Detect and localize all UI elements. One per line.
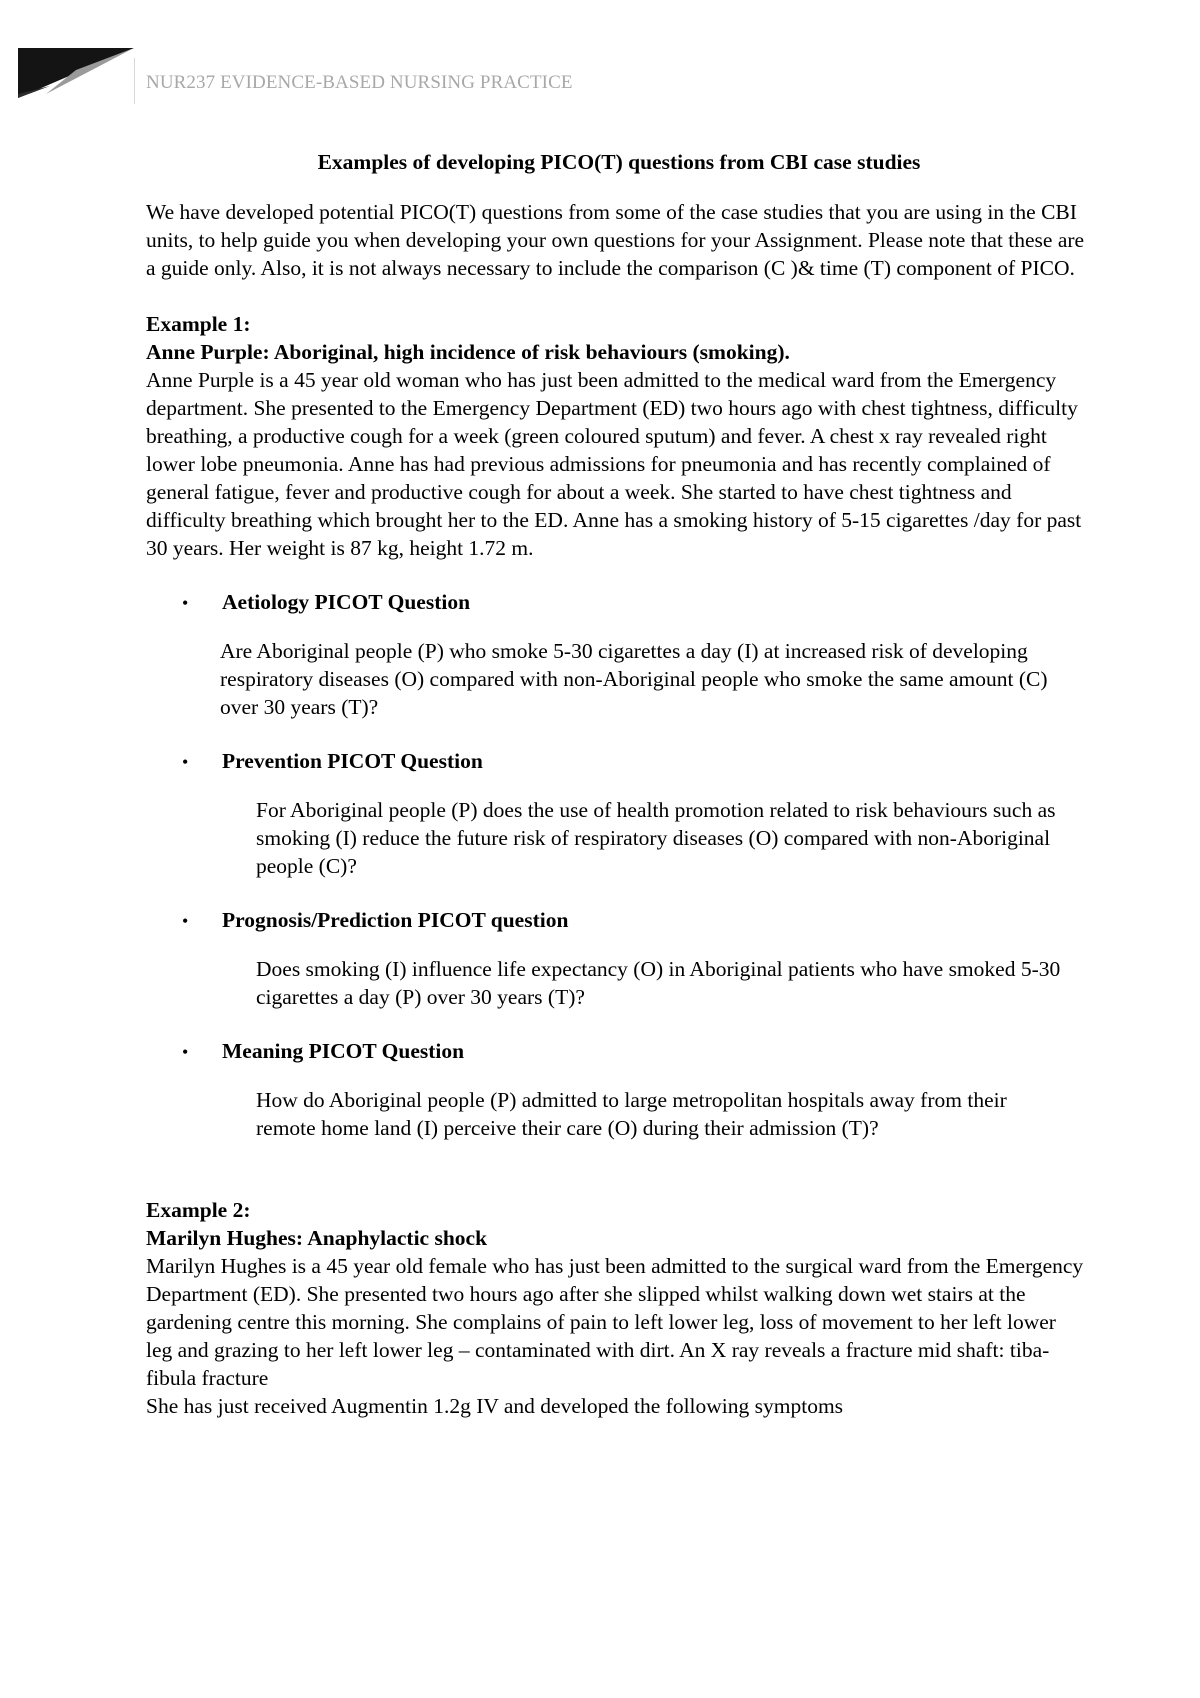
question-heading: Aetiology PICOT Question	[222, 590, 471, 614]
question-text: Does smoking (I) influence life expectancy (O) in Aboriginal patients who have smoked 5-30 cigarettes a day (P) over 30 years (T)?	[256, 957, 1061, 1009]
intro-paragraph: We have developed potential PICO(T) questions from some of the case studies that you are using in the CBI units, to help guide you when developing your own questions for your Assignment. Please note that these are a guide only. Also, it is not always necessary to include the comparison (C )& time (T) component of PICO.	[146, 200, 1085, 280]
bullet-icon: •	[182, 593, 189, 613]
bullet-icon: •	[182, 752, 189, 772]
example-1-section	[146, 310, 1086, 1142]
example-2-section	[146, 1196, 1086, 1420]
bullet-icon: •	[182, 1042, 189, 1062]
question-text: For Aboriginal people (P) does the use of health promotion related to risk behaviours such as smoking (I) reduce the future risk of respiratory diseases (O) compared with non-Aboriginal people (C)?	[256, 798, 1056, 878]
example-2-case: Marilyn Hughes is a 45 year old female who has just been admitted to the surgical ward from the Emergency Department (ED). She presented two hours ago after she slipped whilst walking down wet stairs at the gardening centre this morning. She complains of pain to left lower leg, loss of movement to her left lower leg and grazing to her left lower leg – contaminated with dirt. An X ray reveals a fracture mid shaft: tiba-fibula fracture	[146, 1254, 1084, 1390]
section-spacer	[146, 1142, 1086, 1196]
bullet-icon: •	[182, 911, 189, 931]
question-heading-prevention	[146, 747, 1086, 776]
example-1-label: Example 1:	[146, 312, 251, 336]
header-divider	[134, 58, 135, 104]
example-2-subtitle: Marilyn Hughes: Anaphylactic shock	[146, 1226, 488, 1250]
question-heading-aetiology	[146, 588, 1086, 617]
document-body	[146, 148, 1086, 1420]
question-heading: Prevention PICOT Question	[222, 749, 483, 773]
question-heading: Prognosis/Prediction PICOT question	[222, 908, 569, 932]
course-header: NUR237 EVIDENCE-BASED NURSING PRACTICE	[146, 72, 573, 93]
example-2-case-continued: She has just received Augmentin 1.2g IV and developed the following symptoms	[146, 1394, 844, 1418]
example-2-label: Example 2:	[146, 1198, 251, 1222]
question-text: How do Aboriginal people (P) admitted to large metropolitan hospitals away from their remote home land (I) perceive their care (O) during their admission (T)?	[256, 1088, 1007, 1140]
page-title: Examples of developing PICO(T) questions from CBI case studies	[317, 150, 921, 174]
triangular-wedge-logo-icon	[16, 46, 136, 104]
question-text: Are Aboriginal people (P) who smoke 5-30 cigarettes a day (I) at increased risk of developing respiratory diseases (O) compared with non-Aboriginal people who smoke the same amount (C) over 30 years (T)?	[220, 639, 1048, 719]
question-heading: Meaning PICOT Question	[222, 1039, 465, 1063]
example-1-subtitle: Anne Purple: Aboriginal, high incidence of risk behaviours (smoking).	[146, 340, 790, 364]
question-heading-meaning	[146, 1037, 1086, 1066]
example-1-case: Anne Purple is a 45 year old woman who has just been admitted to the medical ward from the Emergency department. She presented to the Emergency Department (ED) two hours ago with chest tightness, difficulty breathing, a productive cough for a week (green coloured sputum) and fever. A chest x ray revealed right lower lobe pneumonia. Anne has had previous admissions for pneumonia and has recently complained of general fatigue, fever and productive cough for about a week. She started to have chest tightness and difficulty breathing which brought her to the ED. Anne has a smoking history of 5-15 cigarettes /day for past 30 years. Her weight is 87 kg, height 1.72 m.	[146, 368, 1082, 560]
question-heading-prognosis	[146, 906, 1086, 935]
